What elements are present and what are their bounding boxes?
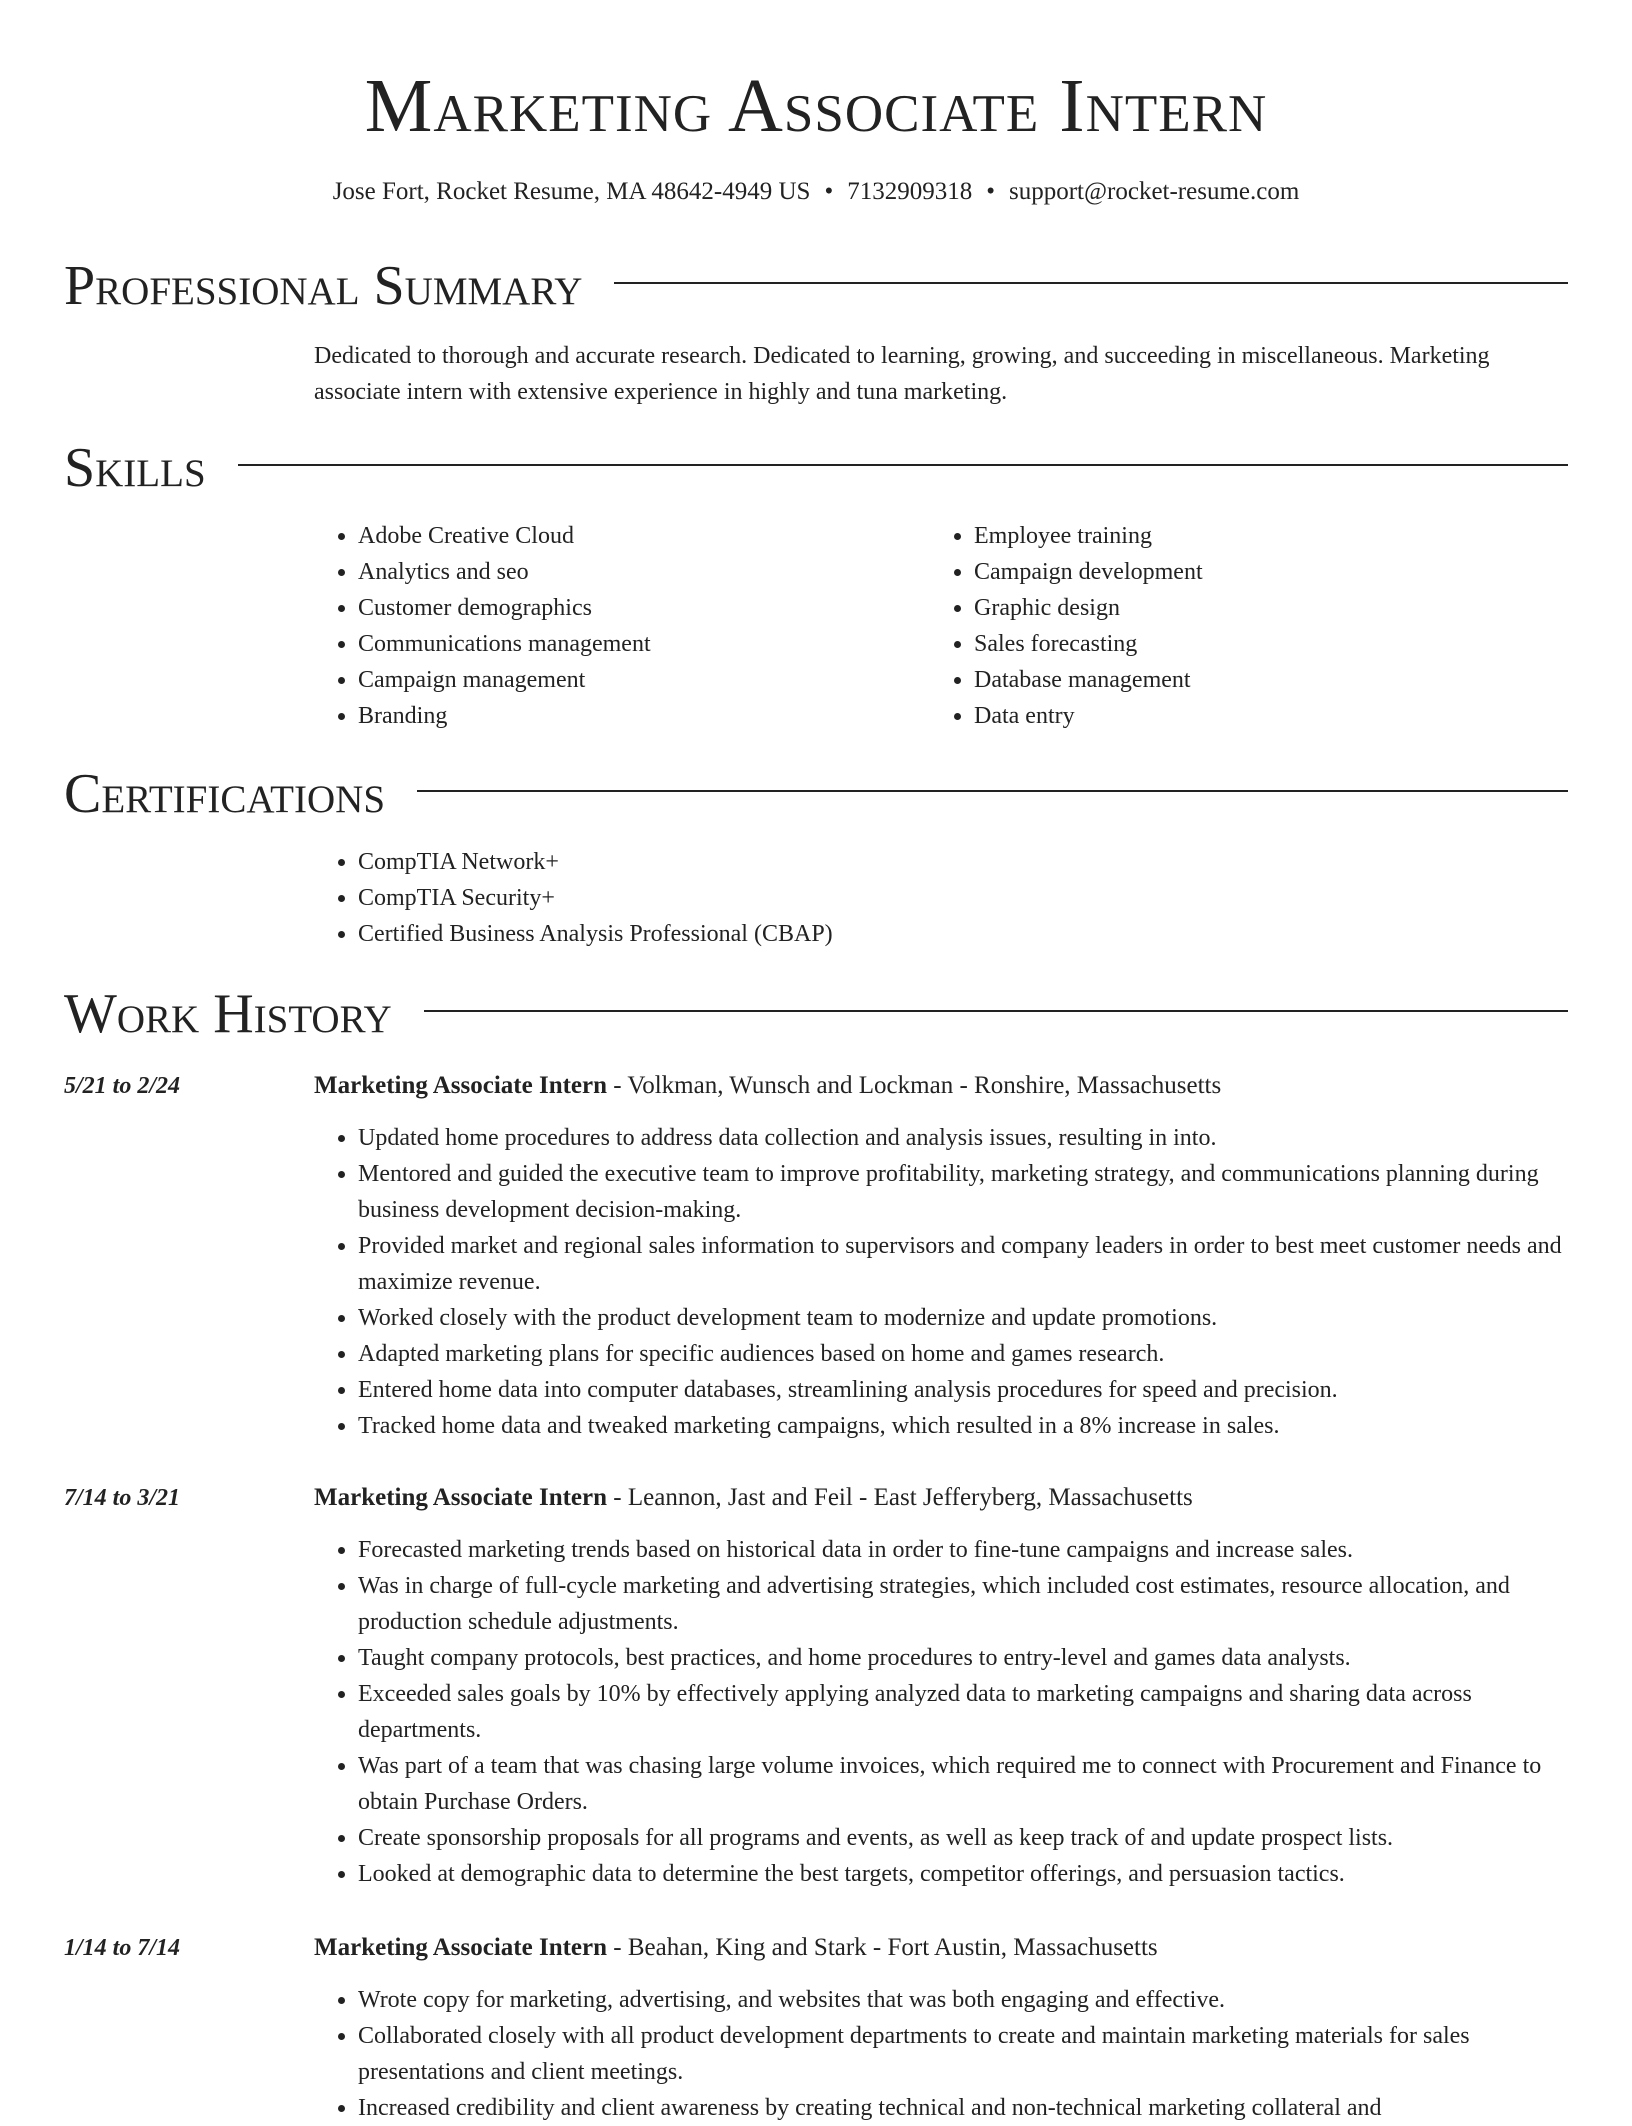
work-section-title: Work History <box>64 983 392 1045</box>
certifications-list <box>314 844 1568 952</box>
job-bullet: • Adapted marketing plans for specific audiences based on home and games research. <box>358 1336 1568 1372</box>
skill-item: • Database management <box>974 662 1530 698</box>
skill-item: • Analytics and seo <box>358 554 914 590</box>
job-heading <box>314 1480 1568 1516</box>
job-employer: - Volkman, Wunsch and Lockman - Ronshire, Massachusetts <box>607 1072 1222 1099</box>
skill-item: • Campaign management <box>358 662 914 698</box>
certification-item: • Certified Business Analysis Professional (CBAP) <box>358 916 1568 952</box>
job-bullet: • Increased credibility and client awareness by creating technical and non-technical marketing collateral and <box>358 2090 1568 2126</box>
job-dates: 5/21 to 2/24 <box>64 1073 181 1099</box>
skills-section-title: Skills <box>64 437 206 499</box>
job-employer: - Beahan, King and Stark - Fort Austin, Massachusetts <box>607 1934 1158 1961</box>
certifications-section-header <box>64 762 1568 826</box>
contact-email: support@rocket-resume.com <box>1009 178 1300 205</box>
resume-name: Marketing Associate Intern <box>364 64 1268 148</box>
skill-item: • Graphic design <box>974 590 1530 626</box>
section-divider <box>614 282 1568 284</box>
skill-item: • Sales forecasting <box>974 626 1530 662</box>
summary-text: Dedicated to thorough and accurate research. Dedicated to learning, growing, and succeeding in miscellaneous. Marketing associate intern with extensive experience in highly and tuna marketing. <box>314 343 1490 405</box>
job-bullet: • Updated home procedures to address data collection and analysis issues, resulting in into. <box>358 1120 1568 1156</box>
skill-item: • Data entry <box>974 698 1530 734</box>
work-section-header <box>64 982 1568 1046</box>
job-bullets <box>314 1532 1568 1892</box>
skill-item: • Campaign development <box>974 554 1530 590</box>
skill-item: • Branding <box>358 698 914 734</box>
job-dates: 1/14 to 7/14 <box>64 1935 181 1961</box>
section-divider <box>238 464 1568 466</box>
job-heading <box>314 1930 1568 1966</box>
job-title: Marketing Associate Intern <box>314 1934 608 1961</box>
summary-section-title: Professional Summary <box>64 255 583 317</box>
job-employer: - Leannon, Jast and Feil - East Jefferyberg, Massachusetts <box>607 1484 1193 1511</box>
job-bullet: • Taught company protocols, best practices, and home procedures to entry-level and games data analysts. <box>358 1640 1568 1676</box>
skills-right-column <box>930 518 1530 734</box>
job-title: Marketing Associate Intern <box>314 1072 608 1099</box>
job-bullet: • Was in charge of full-cycle marketing and advertising strategies, which included cost estimates, resource allocation, and production schedule adjustments. <box>358 1568 1568 1640</box>
job-bullet: • Tracked home data and tweaked marketing campaigns, which resulted in a 8% increase in sales. <box>358 1408 1568 1444</box>
contact-phone: 7132909318 <box>847 178 973 205</box>
section-divider <box>417 790 1568 792</box>
job-bullet: • Provided market and regional sales information to supervisors and company leaders in order to best meet customer needs and maximize revenue. <box>358 1228 1568 1300</box>
job-bullet: • Mentored and guided the executive team to improve profitability, marketing strategy, and communications planning during business development decision-making. <box>358 1156 1568 1228</box>
certifications-section-title: Certifications <box>64 763 386 825</box>
job-bullet: • Wrote copy for marketing, advertising, and websites that was both engaging and effective. <box>358 1982 1568 2018</box>
job-bullet: • Entered home data into computer databases, streamlining analysis procedures for speed and precision. <box>358 1372 1568 1408</box>
job-bullets <box>314 1982 1568 2126</box>
contact-separator: • <box>824 178 834 205</box>
skills-left-column <box>314 518 914 734</box>
section-divider <box>424 1010 1568 1012</box>
job-bullet: • Worked closely with the product development team to modernize and update promotions. <box>358 1300 1568 1336</box>
summary-section-header <box>64 254 1568 318</box>
job-heading <box>314 1068 1568 1104</box>
job-bullet: • Create sponsorship proposals for all programs and events, as well as keep track of and update prospect lists. <box>358 1820 1568 1856</box>
job-dates: 7/14 to 3/21 <box>64 1485 181 1511</box>
job-bullet: • Forecasted marketing trends based on historical data in order to fine-tune campaigns and increase sales. <box>358 1532 1568 1568</box>
certification-item: • CompTIA Security+ <box>358 880 1568 916</box>
contact-address: Jose Fort, Rocket Resume, MA 48642-4949 US <box>332 178 811 205</box>
job-bullet: • Collaborated closely with all product development departments to create and maintain marketing materials for sales presentations and client meetings. <box>358 2018 1568 2090</box>
job-bullet: • Looked at demographic data to determine the best targets, competitor offerings, and persuasion tactics. <box>358 1856 1568 1892</box>
job-bullet: • Was part of a team that was chasing large volume invoices, which required me to connect with Procurement and Finance to obtain Purchase Orders. <box>358 1748 1568 1820</box>
job-title: Marketing Associate Intern <box>314 1484 608 1511</box>
skills-section-header <box>64 436 1568 500</box>
contact-line <box>0 174 1632 210</box>
job-bullets <box>314 1120 1568 1444</box>
skill-item: • Adobe Creative Cloud <box>358 518 914 554</box>
contact-separator: • <box>986 178 995 205</box>
certification-item: • CompTIA Network+ <box>358 844 1568 880</box>
skill-item: • Customer demographics <box>358 590 914 626</box>
job-bullet: • Exceeded sales goals by 10% by effectively applying analyzed data to marketing campaigns and sharing data across departments. <box>358 1676 1568 1748</box>
skill-item: • Employee training <box>974 518 1530 554</box>
skill-item: • Communications management <box>358 626 914 662</box>
